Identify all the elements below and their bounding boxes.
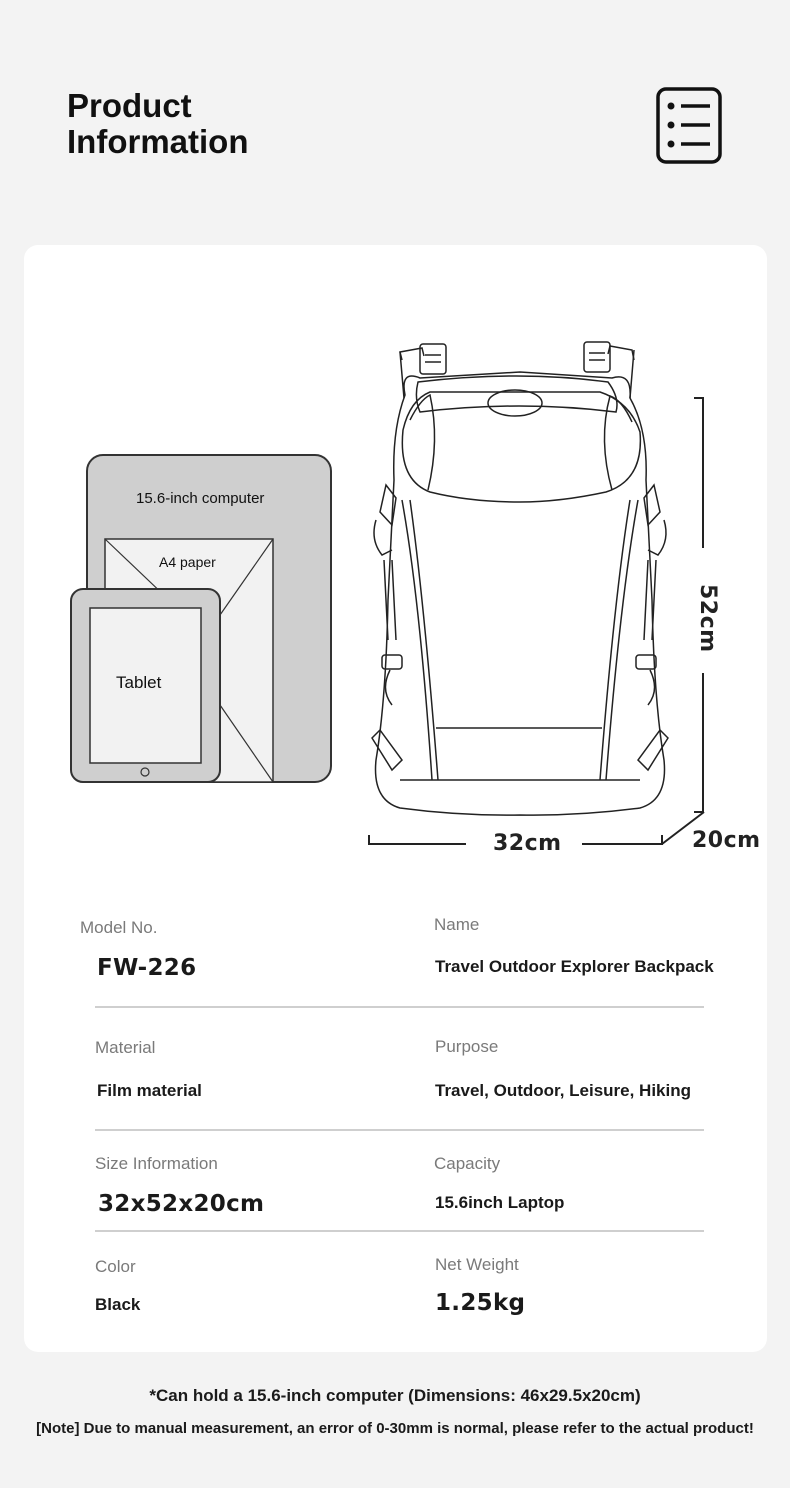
weight-value: 1.25kg <box>435 1290 526 1316</box>
tablet-label: Tablet <box>116 673 162 692</box>
divider <box>95 1129 704 1131</box>
depth-dimension: 20cm <box>692 828 761 853</box>
model-value: FW-226 <box>97 955 197 981</box>
weight-label: Net Weight <box>435 1255 519 1274</box>
size-value: 32x52x20cm <box>98 1191 265 1217</box>
computer-label: 15.6-inch computer <box>136 490 265 507</box>
name-value: Travel Outdoor Explorer Backpack <box>435 957 714 976</box>
width-dimension: 32cm <box>493 831 562 856</box>
color-value: Black <box>95 1295 141 1314</box>
capacity-value: 15.6inch Laptop <box>435 1193 565 1212</box>
height-dimension: 52cm <box>695 584 720 653</box>
color-label: Color <box>95 1257 136 1276</box>
measurement-note: [Note] Due to manual measurement, an error of 0-30mm is normal, please refer to the actual product! <box>36 1420 754 1437</box>
material-label: Material <box>95 1038 156 1057</box>
title-line-1: Product <box>67 87 192 124</box>
divider <box>95 1006 704 1008</box>
purpose-value: Travel, Outdoor, Leisure, Hiking <box>435 1081 692 1100</box>
title-line-2: Information <box>67 123 249 160</box>
model-label: Model No. <box>80 918 158 937</box>
capacity-label: Capacity <box>434 1154 501 1173</box>
purpose-label: Purpose <box>435 1037 499 1056</box>
size-label: Size Information <box>95 1154 218 1173</box>
backpack-drawing <box>372 342 668 815</box>
capacity-note: *Can hold a 15.6-inch computer (Dimensions: 46x29.5x20cm) <box>149 1386 641 1405</box>
divider <box>95 1230 704 1232</box>
a4-paper-label: A4 paper <box>159 554 216 570</box>
material-value: Film material <box>97 1081 202 1100</box>
name-label: Name <box>434 915 480 934</box>
